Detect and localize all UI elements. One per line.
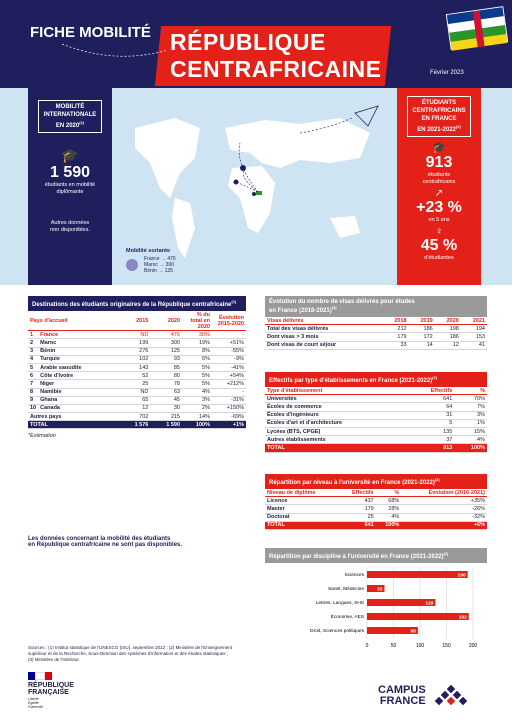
right-desc-line-1: étudiants [427,172,451,178]
republique-francaise-logo: RÉPUBLIQUE FRANÇAISE Liberté Égalité Fraternité [28,672,74,709]
niveau-table [265,474,487,530]
left-label-sup: (1) [79,120,85,125]
right-desc-line-2: centrafricains [422,179,456,185]
table-row-total: TOTAL 1 576 1 590 100% +1% [30,421,244,428]
table-row: 5 Arabie saoudite 143 85 5% -41% [30,364,244,371]
col-2020: 2020 [435,317,461,325]
x-tick-label: 150 [442,643,451,649]
category-label: Santé, Médecine [327,587,364,592]
marianne-icon [28,672,52,680]
left-other-line-1: Autres données [50,220,90,226]
category-label: Droit, Sciences politiques [310,629,364,634]
date-label: Février 2023 [430,70,464,76]
table-row: 6 Côte d'Ivoire 52 80 5% +54% [30,372,244,379]
niveau-title: Répartition par niveau à l'université en France (2021-2022)$^{(2)}$ [265,474,487,489]
col-pct: % du total en 2020 [182,311,212,331]
x-tick-label: 100 [415,643,425,649]
col-2021: 2021 [461,317,487,325]
left-card-label [38,100,102,133]
col-pct: % [376,489,402,497]
col-pct: % [454,387,487,395]
legend-title: Mobilité sortante [126,248,171,254]
page-title [170,29,381,83]
mobility-legend [126,248,176,274]
category-label: Sciences [344,573,364,578]
col-visas: Visas délivrés [265,317,382,325]
table-row: 2 Maroc 199 300 19% +51% [30,339,244,346]
no-data-note: Les données concernant la mobilité des étudiants en République centrafricaine ne sont pas disponibles. [28,536,183,548]
left-desc-line-1: étudiants en mobilité [44,182,96,188]
right-label-sup: (2) [455,124,461,129]
table-row: Écoles de commerce 64 7% [267,403,485,410]
right-stats-card [397,88,481,285]
table-row: Universités 641 70% [267,395,485,402]
x-tick-label: 50 [390,643,397,649]
graduation-cap-icon: 🎓 [61,147,79,163]
bar [367,613,469,620]
table-row: 7 Niger 25 78 5% +212% [30,380,244,387]
legend-line-3: Bénin → 125 [144,268,173,274]
col-effectifs: Effectifs [408,387,454,395]
table-row: Master 179 28% -26% [267,505,485,512]
title-line-1: RÉPUBLIQUE [170,29,326,55]
table-row-other: Autres pays 702 215 14% -69% [30,413,244,420]
right-label-line-1: ÉTUDIANTS [421,100,457,106]
table-row: Dont visas de court séjour 33 14 12 41 [267,342,485,349]
col-pays: Pays d'accueil [28,311,119,331]
destinations-table [28,296,246,439]
right-number: 913 [425,154,453,171]
table-row-total: TOTAL 913 100% [267,444,485,451]
destinations-header-row [28,311,246,331]
table-row: Écoles d'ingénieurs 31 3% [267,412,485,419]
right-card-label [407,96,471,137]
table-row: Licence 437 68% +35% [267,497,485,504]
estimation-note: *Estimation [28,433,56,440]
bar-value-label: 33 [377,587,383,593]
col-2020: 2020 [150,311,182,331]
x-tick-label: 0 [365,643,369,649]
destinations-title: Destinations des étudiants originaires de la République centrafricaine$^{(1)}$ [28,296,246,311]
legend-line-2: Maroc → 300 [144,262,175,268]
table-row: Autres établissements 37 4% [267,436,485,443]
left-label-line-2: INTERNATIONALE [43,112,97,118]
campus-france-logo: CAMPUS FRANCE [378,684,472,708]
sources-text: Sources : (1) Institut statistique de l'UNESCO (ISU), septembre 2022 ; (2) Ministère de l'Enseignement supérieur et de la Recherche, Sous-Direction des systèmes d'information et des études statistiques ; (3) Ministère de l'Intérieur. [28,645,233,662]
trend-arrow-icon: ↗ [434,188,444,199]
bar-value-label: 129 [425,601,434,607]
left-number: 1 590 [49,164,91,181]
left-label-line-1: MOBILITÉ [55,104,85,110]
table-row: 8 Namibie ND 63 4% - [30,389,244,396]
table-row: Doctorat 25 4% -32% [267,514,485,521]
etab-header-row [265,387,487,395]
table-row: Total des visas délivrés 212 186 198 194 [267,325,485,332]
niveau-header-row [265,489,487,497]
right-label-line-2: CENTRAFRICAINS [412,108,466,114]
growth-desc: en 5 ans [428,217,450,223]
fiche-label: FICHE MOBILITÉ [30,24,151,41]
discipline-title: Répartition par discipline à l'université en France (2021-2022)$^{(2)}$ [265,548,487,563]
flag-icon [446,6,508,50]
table-row: 4 Turquie 102 93 6% -9% [30,356,244,363]
table-row: Écoles d'art et d'architecture 5 1% [267,420,485,427]
col-effectifs: Effectifs [339,489,375,497]
col-2018: 2018 [382,317,408,325]
table-row: 1 France ND 476 30% - [30,331,244,338]
visas-title: Évolution du nombre de visas délivrés pour études en France (2018-2021)$^{(3)}$ [265,296,487,317]
table-row: 10 Canada 12 30 2% +150% [30,405,244,412]
etab-title: Effectifs par type d'établissements en France (2021-2022)$^{(2)}$ [265,372,487,387]
category-label: Économie, AES [330,615,364,620]
table-row-total: TOTAL 641 100% +6% [267,522,485,529]
right-label-line-4: EN 2021-2022 [417,127,456,133]
table-row: 9 Ghana 65 45 3% -31% [30,397,244,404]
col-type: Type d'établissement [265,387,408,395]
col-2019: 2019 [409,317,435,325]
bar-value-label: 190 [457,573,466,579]
bar-value-label: 96 [410,629,416,635]
col-evol: Évolution 2015-2020 [212,311,246,331]
discipline-chart [265,563,487,653]
dashed-arc [60,40,170,60]
table-row: Dont visas > 3 mois 179 172 186 153 [267,333,485,340]
category-label: Lettres, Langues, SHS [315,601,364,606]
title-line-2: CENTRAFRICAINE [170,56,382,82]
legend-line-1: France → 476 [144,256,176,262]
left-desc-line-2: diplômante [56,189,84,195]
campus-france-diamonds-icon [432,684,472,708]
etablissements-table [265,372,487,453]
graduation-cap-icon: 🎓 [432,142,446,154]
left-other-line-2: non disponibles. [50,227,90,233]
col-evol: Évolution (2016-2021) [401,489,487,497]
left-stats-card [28,88,112,285]
table-row: Lycées (BTS, CPGE) 135 15% [267,428,485,435]
visas-header-row [265,317,487,325]
bar-value-label: 192 [458,615,467,621]
x-tick-label: 200 [468,643,478,649]
bar [367,571,468,578]
table-row: 3 Bénin 276 125 8% -55% [30,348,244,355]
col-2015: 2015 [119,311,151,331]
female-value: 45 % [420,237,458,254]
col-niveau: Niveau de diplôme [265,489,339,497]
left-label-line-3: EN 2020 [55,123,80,129]
discipline-section [265,548,487,563]
growth-value: +23 % [416,199,462,216]
legend-circle-icon [126,259,138,271]
female-desc: d'étudiantes [424,255,454,261]
female-icon: ♀ [435,226,443,237]
visas-table [265,296,487,350]
right-label-line-3: EN FRANCE [421,116,457,122]
